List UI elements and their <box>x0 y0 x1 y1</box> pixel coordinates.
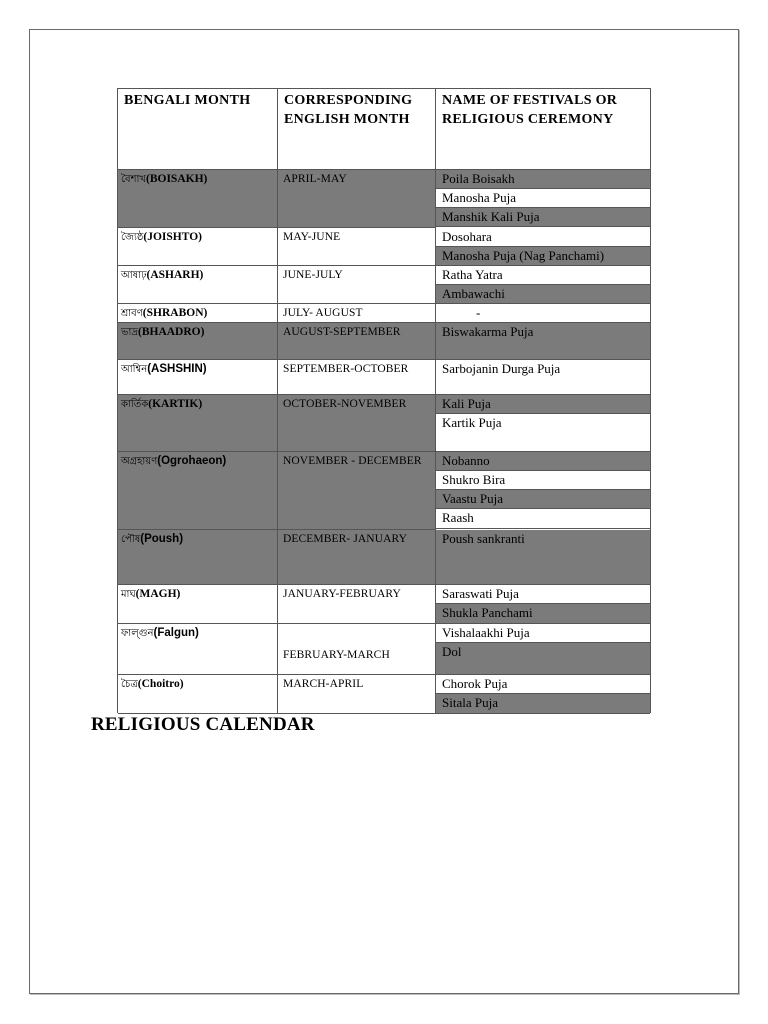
festival-cell <box>436 675 650 714</box>
english-month-cell: MARCH-APRIL <box>278 675 436 714</box>
english-month-cell: SEPTEMBER-OCTOBER <box>278 360 436 395</box>
english-month-cell: AUGUST-SEPTEMBER <box>278 323 436 360</box>
festival-item: Raash <box>436 509 650 529</box>
bengali-month-name: অগ্রহায়ণ <box>121 456 158 467</box>
religious-calendar-table <box>117 88 651 713</box>
festival-item: Vaastu Puja <box>436 490 650 509</box>
english-month-cell: FEBRUARY-MARCH <box>278 624 436 675</box>
bengali-month-cell <box>118 624 278 675</box>
english-month-cell: APRIL-MAY <box>278 170 436 228</box>
bengali-month-cell <box>118 304 278 323</box>
festival-cell <box>436 585 650 624</box>
bengali-month-name: আষাঢ় <box>121 270 147 281</box>
festival-item: Shukla Panchami <box>436 604 650 624</box>
english-month-cell: DECEMBER- JANUARY <box>278 530 436 585</box>
bengali-month-name: কার্তিক <box>121 399 149 410</box>
bengali-month-cell <box>118 452 278 530</box>
english-month-cell: NOVEMBER - DECEMBER <box>278 452 436 530</box>
festival-item: Manosha Puja <box>436 189 650 208</box>
festival-item: Manosha Puja (Nag Panchami) <box>436 247 650 266</box>
bengali-month-latin: (KARTIK) <box>148 398 203 410</box>
bengali-month-cell <box>118 675 278 714</box>
festival-cell <box>436 624 650 675</box>
festival-cell <box>436 360 650 395</box>
bengali-month-cell <box>118 228 278 266</box>
festival-cell <box>436 170 650 228</box>
festival-item: Dosohara <box>436 228 650 247</box>
festival-item: Nobanno <box>436 452 650 471</box>
bengali-month-latin: (ASHSHIN) <box>147 363 207 375</box>
bengali-month-cell <box>118 395 278 452</box>
bengali-month-cell <box>118 360 278 395</box>
festival-item: Biswakarma Puja <box>436 323 650 360</box>
festival-item: Vishalaakhi Puja <box>436 624 650 643</box>
bengali-month-latin: (SHRABON) <box>142 307 208 319</box>
bengali-month-name: ফাল্গুন <box>121 628 154 639</box>
header-english-month: CORRESPONDING ENGLISH MONTH <box>278 89 436 170</box>
festival-item: Ambawachi <box>436 285 650 304</box>
english-month-cell: JUNE-JULY <box>278 266 436 304</box>
english-month-cell: JANUARY-FEBRUARY <box>278 585 436 624</box>
bengali-month-cell <box>118 323 278 360</box>
festival-item: Kartik Puja <box>436 414 650 452</box>
page-title: RELIGIOUS CALENDAR <box>91 714 315 735</box>
bengali-month-latin: (MAGH) <box>135 588 181 600</box>
bengali-month-name: ভাদ্র <box>121 327 138 338</box>
festival-item: Poila Boisakh <box>436 170 650 189</box>
header-bengali-month: BENGALI MONTH <box>118 89 278 170</box>
bengali-month-name: চৈত্র <box>121 679 138 690</box>
bengali-month-cell <box>118 530 278 585</box>
festival-cell <box>436 266 650 304</box>
bengali-month-name: জ্যৈষ্ঠ <box>121 232 144 243</box>
bengali-month-latin: (Ogrohaeon) <box>157 455 227 467</box>
bengali-month-cell <box>118 170 278 228</box>
festival-cell <box>436 228 650 266</box>
bengali-month-cell <box>118 266 278 304</box>
festival-item: Saraswati Puja <box>436 585 650 604</box>
bengali-month-name: শ্রাবণ <box>121 308 143 319</box>
bengali-month-latin: (Choitro) <box>137 678 184 690</box>
festival-item: Poush sankranti <box>436 530 650 585</box>
festival-item: Chorok Puja <box>436 675 650 694</box>
festival-item: Sarbojanin Durga Puja <box>436 360 650 395</box>
festival-item: Kali Puja <box>436 395 650 414</box>
english-month-cell: JULY- AUGUST <box>278 304 436 323</box>
festival-item: - <box>436 304 650 323</box>
festival-cell <box>436 452 650 530</box>
bengali-month-name: পৌষ <box>121 534 141 545</box>
header-festivals: NAME OF FESTIVALS OR RELIGIOUS CEREMONY <box>436 89 650 170</box>
bengali-month-latin: (JOISHTO) <box>143 231 202 243</box>
bengali-month-latin: (BHAADRO) <box>138 326 205 338</box>
festival-cell <box>436 530 650 585</box>
festival-item: Dol <box>436 643 650 675</box>
bengali-month-latin: (Falgun) <box>153 627 199 639</box>
festival-item: Manshik Kali Puja <box>436 208 650 227</box>
english-month-cell: OCTOBER-NOVEMBER <box>278 395 436 452</box>
bengali-month-name: বৈশাখ <box>121 174 146 185</box>
festival-cell <box>436 304 650 323</box>
bengali-month-latin: (Poush) <box>140 533 184 545</box>
bengali-month-name: মাঘ <box>121 589 136 600</box>
bengali-month-latin: (ASHARH) <box>146 269 204 281</box>
bengali-month-name: আশ্বিন <box>121 364 148 375</box>
bengali-month-latin: (BOISAKH) <box>146 173 208 185</box>
festival-cell <box>436 323 650 360</box>
festival-item: Sitala Puja <box>436 694 650 714</box>
festival-cell <box>436 395 650 452</box>
festival-item: Shukro Bira <box>436 471 650 490</box>
festival-item: Ratha Yatra <box>436 266 650 285</box>
bengali-month-cell <box>118 585 278 624</box>
english-month-cell: MAY-JUNE <box>278 228 436 266</box>
